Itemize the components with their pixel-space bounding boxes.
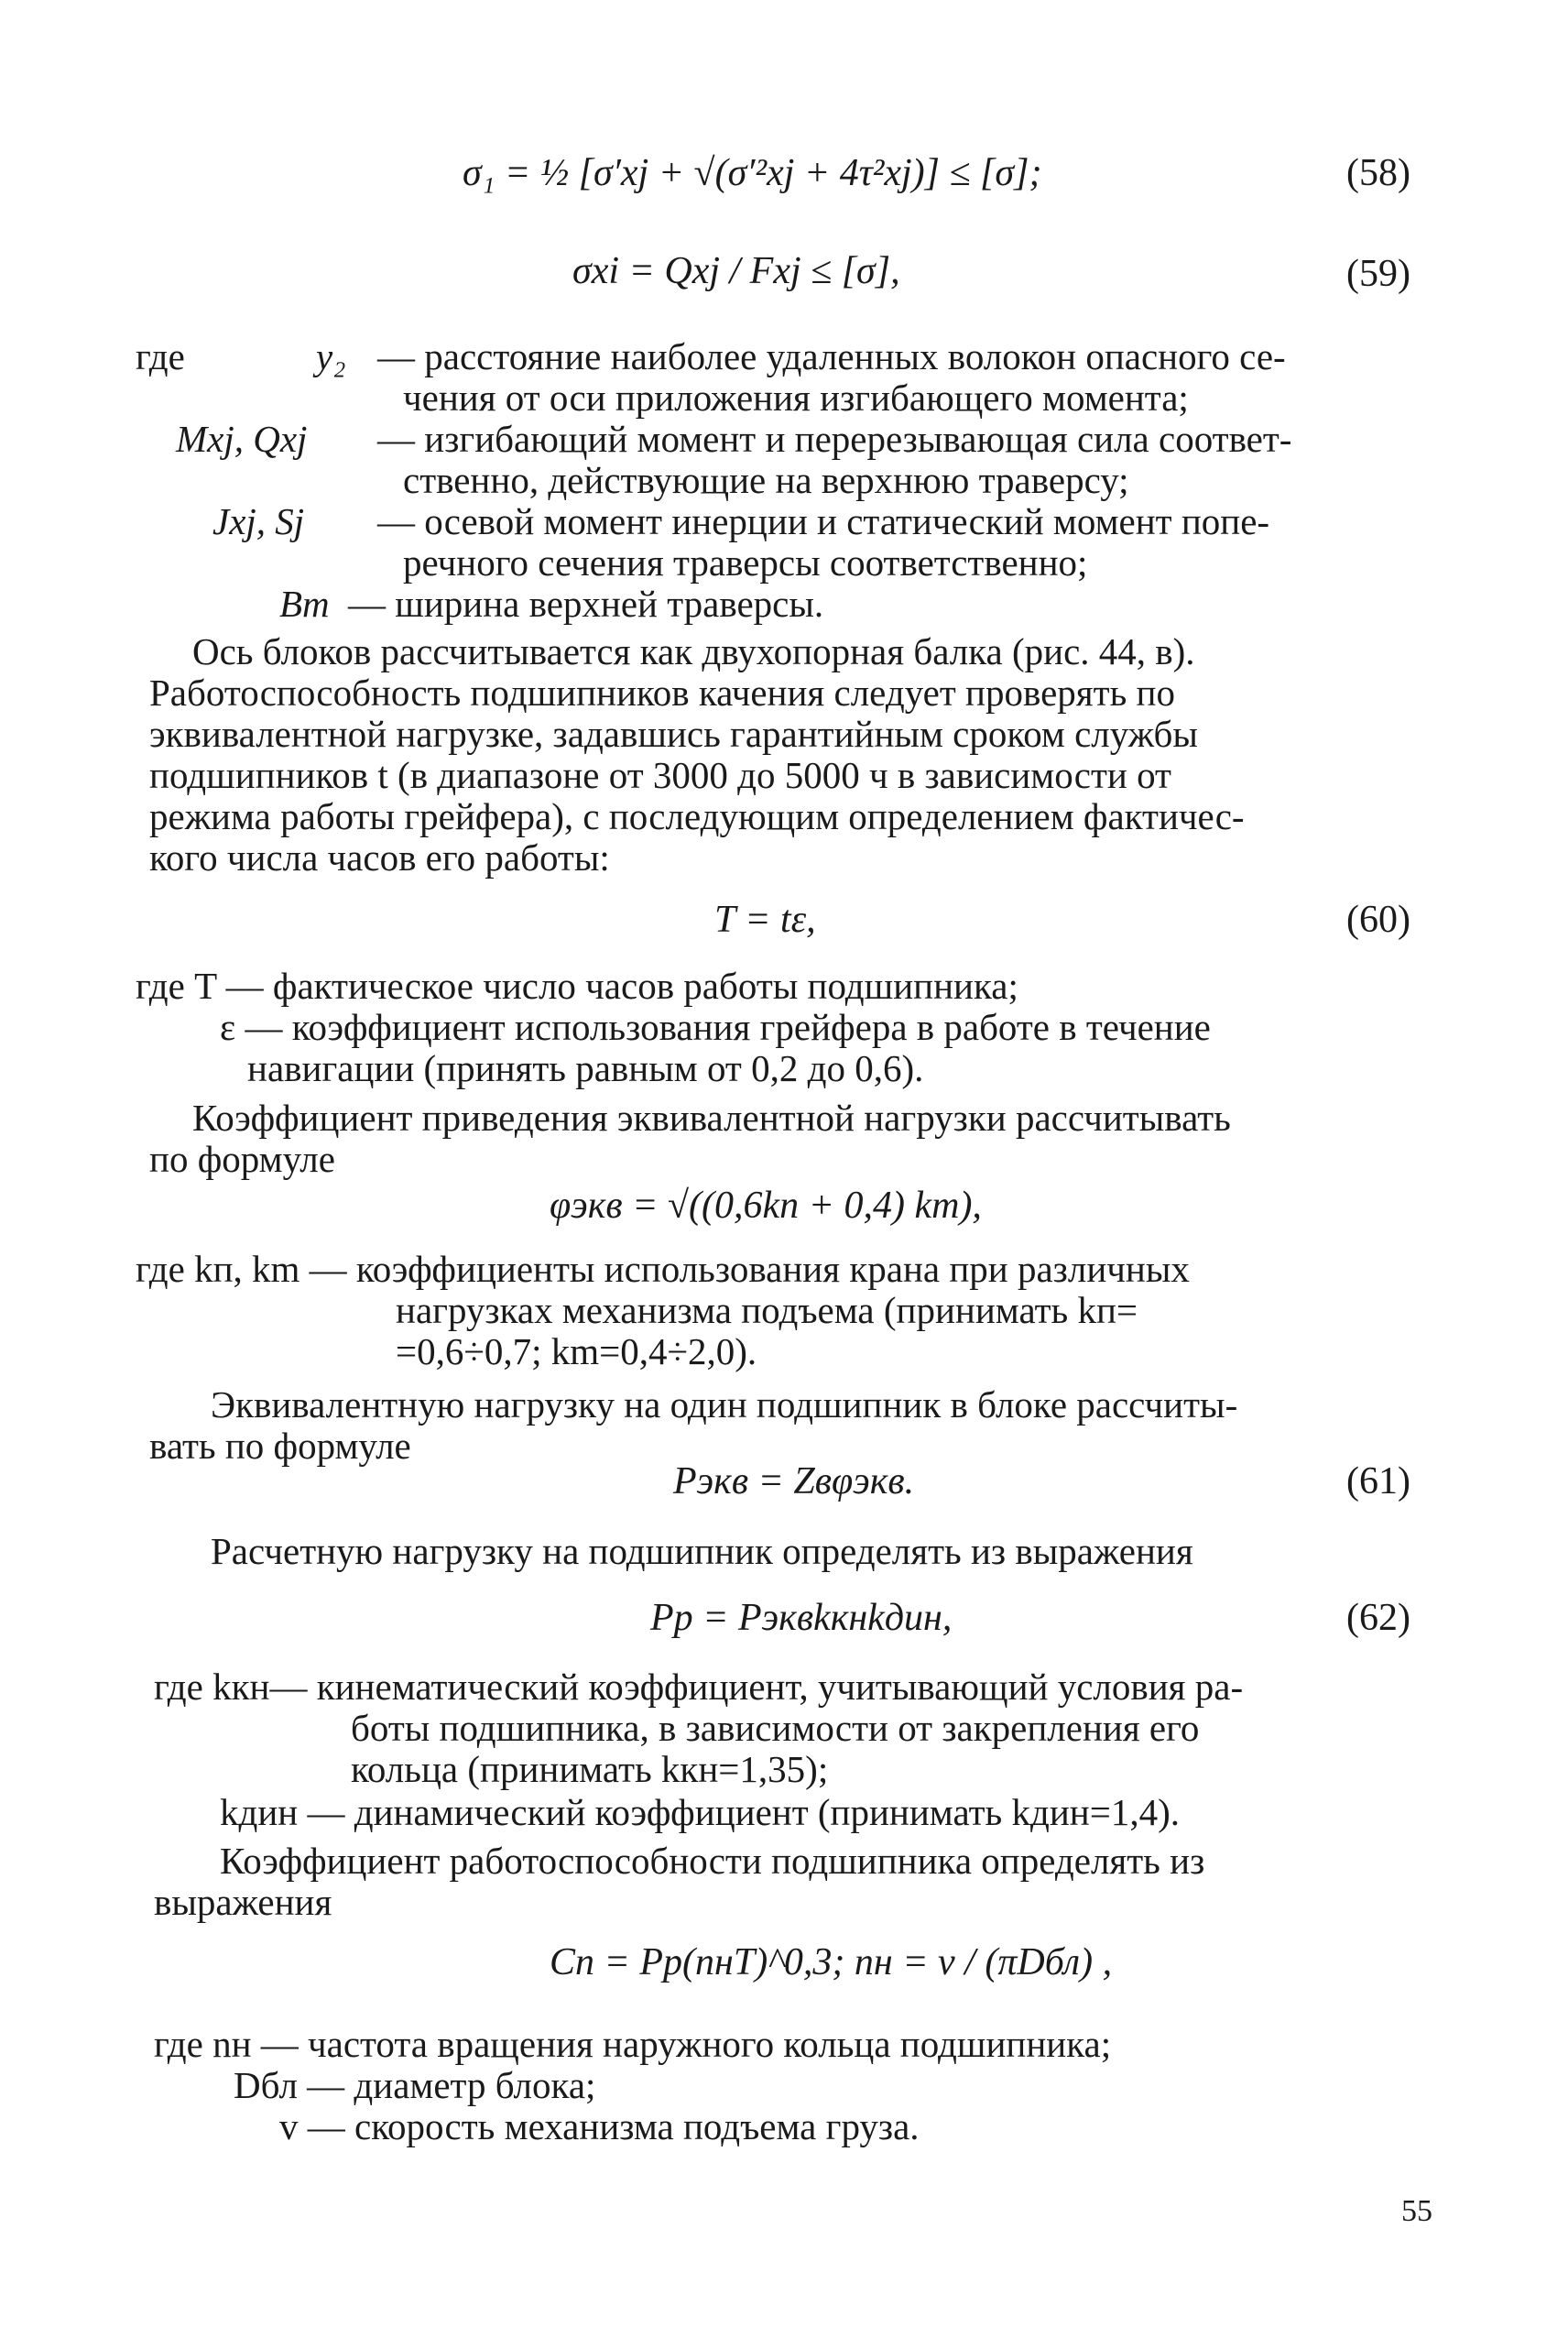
definition-line: кольца (принимать kкн=1,35);	[351, 1748, 829, 1790]
paragraph-line: вать по формуле	[149, 1425, 411, 1467]
paragraph-line: Коэффициент приведения эквивалентной нагрузки рассчитывать	[192, 1097, 1231, 1139]
definition-symbol: Bт	[279, 583, 330, 625]
paragraph-line: подшипников t (в диапазоне от 3000 до 5000 ч в зависимости от	[149, 754, 1171, 796]
definition-symbol: Mxj, Qxj	[176, 418, 308, 460]
definition-line: где kп, km — коэффициенты использования крана при различных	[136, 1248, 1190, 1290]
paragraph-line: Эквивалентную нагрузку на один подшипник в блоке рассчиты-	[211, 1383, 1238, 1426]
formula-phi-ekv: φэкв = √((0,6kп + 0,4) km),	[550, 1185, 982, 1227]
paragraph-line: выражения	[154, 1881, 332, 1923]
definition-line: kдин — динамический коэффициент (принимать kдин=1,4).	[220, 1791, 1180, 1833]
paragraph-line: эквивалентной нагрузке, задавшись гарантийным сроком службы	[149, 713, 1198, 755]
formula-cn: Cп = Pр(nнT)^0,3; nн = v / (πDбл) ,	[550, 1941, 1113, 1983]
equation-number-59: (59)	[1346, 253, 1410, 295]
definition-line: навигации (принять равным от 0,2 до 0,6).	[247, 1047, 924, 1089]
formula-60: T = tε,	[714, 899, 816, 941]
formula-59: σxi = Qxj / Fxj ≤ [σ],	[572, 250, 900, 292]
definition-line: =0,6÷0,7; km=0,4÷2,0).	[396, 1330, 757, 1372]
definition-line: где nн — частота вращения наружного кольца подшипника;	[154, 2023, 1112, 2065]
equation-number-60: (60)	[1346, 899, 1410, 941]
paragraph-line: Расчетную нагрузку на подшипник определять из выражения	[211, 1530, 1193, 1572]
paragraph-line: режима работы грейфера), с последующим определением фактичес-	[149, 795, 1245, 837]
definition-line: Dбл — диаметр блока;	[234, 2064, 596, 2106]
definition-symbol: Jxj, Sj	[212, 500, 305, 542]
equation-number-62: (62)	[1346, 1597, 1410, 1639]
definition-line: нагрузках механизма подъема (принимать kп=	[396, 1289, 1138, 1331]
definition-text: — расстояние наиболее удаленных волокон опасного се-	[377, 335, 1286, 377]
page-number: 55	[1401, 2194, 1432, 2228]
equation-number-58: (58)	[1346, 152, 1410, 194]
paragraph-line: кого числа часов его работы:	[149, 836, 610, 879]
definition-line: где kкн— кинематический коэффициент, учитывающий условия ра-	[154, 1666, 1244, 1708]
definition-line: где T — фактическое число часов работы подшипника;	[136, 965, 1018, 1007]
formula-61: Pэкв = Zвφэкв.	[673, 1460, 915, 1502]
equation-number-61: (61)	[1346, 1460, 1410, 1502]
definition-text: чения от оси приложения изгибающего момента;	[403, 377, 1189, 419]
definition-line: боты подшипника, в зависимости от закрепления его	[351, 1707, 1200, 1749]
paragraph-line: по формуле	[149, 1138, 335, 1180]
definition-line: ε — коэффициент использования грейфера в работе в течение	[220, 1006, 1211, 1048]
paragraph-line: Ось блоков рассчитывается как двухопорная балка (рис. 44, в).	[192, 630, 1195, 672]
where-label: где	[136, 335, 185, 377]
paragraph-line: Работоспособность подшипников качения следует проверять по	[149, 672, 1175, 714]
formula-58: σ₁ = ½ [σ′xj + √(σ′²xj + 4τ²xj)] ≤ [σ];	[463, 152, 1042, 194]
definition-symbol: y₂	[316, 335, 346, 377]
definition-text: — изгибающий момент и перерезывающая сила соответ-	[377, 418, 1292, 460]
definition-text: речного сечения траверсы соответственно;	[403, 541, 1088, 584]
definition-text: — ширина верхней траверсы.	[348, 583, 824, 625]
definition-text: ственно, действующие на верхнюю траверсу;	[403, 459, 1129, 501]
formula-62: Pр = Pэквkкнkдин,	[650, 1597, 953, 1639]
definition-text: — осевой момент инерции и статический момент попе-	[377, 500, 1270, 542]
definition-line: v — скорость механизма подъема груза.	[279, 2105, 920, 2147]
paragraph-line: Коэффициент работоспособности подшипника определять из	[220, 1840, 1205, 1882]
